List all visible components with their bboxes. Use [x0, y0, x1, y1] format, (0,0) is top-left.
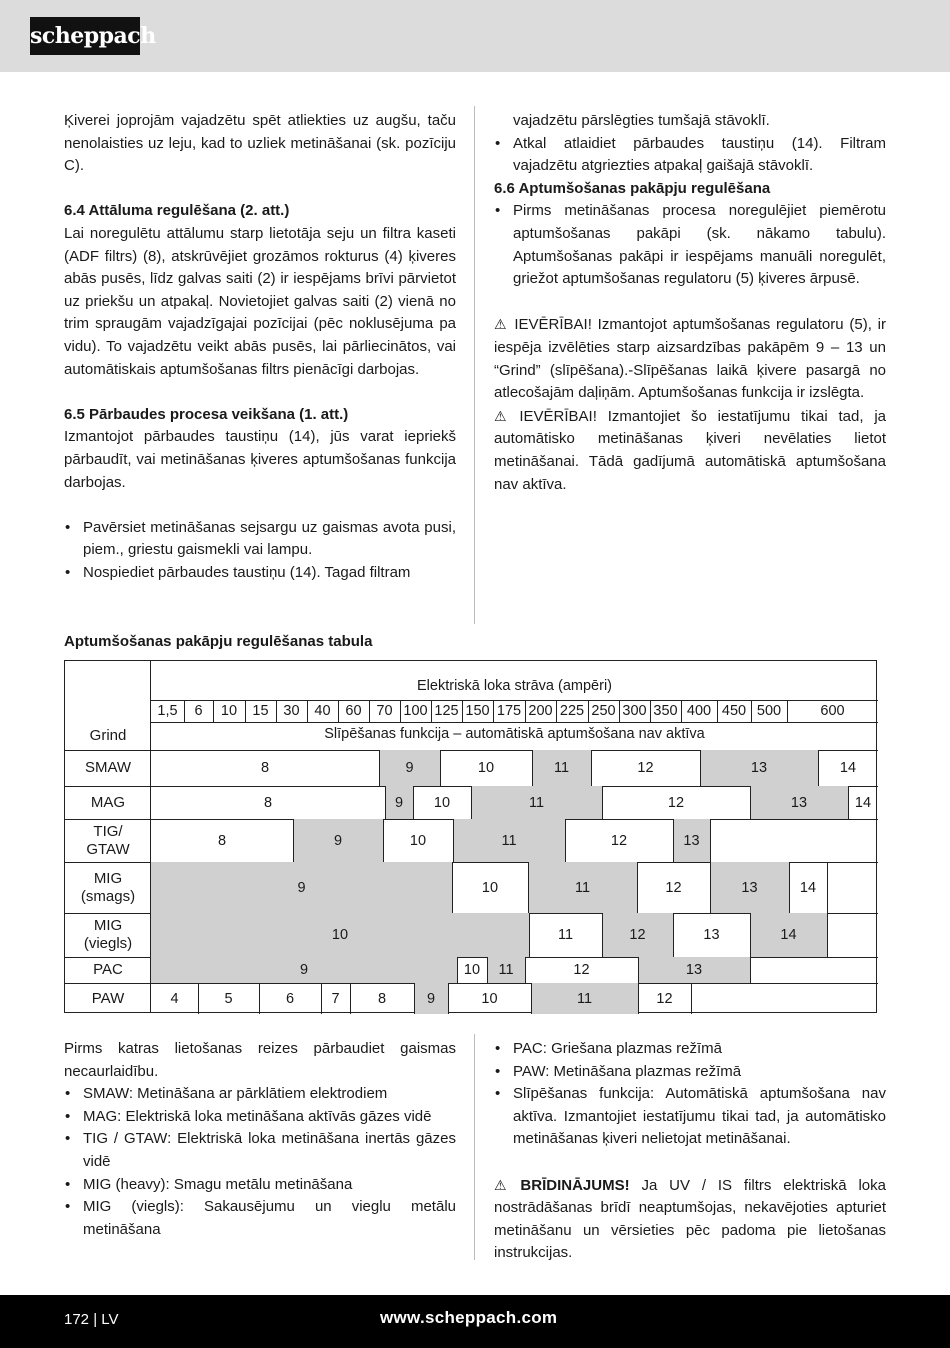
current-value-cell: 225 [559, 703, 585, 719]
current-value-cell: 600 [820, 703, 845, 719]
grid-line [369, 700, 370, 722]
process-bullets-2 [494, 1038, 886, 1151]
shade-cell: 11 [487, 957, 525, 983]
row-label-grind: Grind [89, 727, 127, 744]
grid-line [400, 700, 401, 722]
shade-cell: 10 [477, 760, 495, 776]
shade-cell: 12 [602, 913, 673, 957]
grid-line [448, 983, 449, 1014]
grid-line [383, 819, 384, 862]
grind-text: Slīpēšanas funkcija – automātiskā aptumšošana nav aktīva [324, 726, 705, 742]
current-value-cell: 150 [465, 703, 490, 719]
row-label: MIG (viegls) [83, 917, 133, 952]
grid-line [259, 983, 260, 1014]
right-column [494, 110, 886, 496]
grid-line [750, 957, 751, 983]
light-check-text: Pirms katras lietošanas reizes pārbaudiet gaismas necaurlaidību. [64, 1040, 456, 1080]
shade-cell: 11 [453, 819, 565, 862]
current-value-cell: 350 [653, 703, 678, 719]
shade-cell: 14 [839, 760, 857, 776]
shade-cell: 14 [799, 879, 817, 896]
warning-icon: ⚠ [494, 1176, 507, 1193]
attention-note-2-text: IEVĒRĪBAI! Izmantojiet šo iestatījumu tikai tad, ja automātisko metināšanas ķiveri nevēlaties lietot metināšanai. Tādā gadījumā automātiskā aptumšošana nav aktīva. [494, 407, 886, 493]
shade-cell: 12 [637, 760, 654, 776]
grid-line [379, 750, 380, 786]
grid-line [151, 700, 878, 701]
grid-line [710, 819, 711, 862]
grid-line [151, 722, 878, 723]
current-value-cell: 400 [686, 703, 712, 719]
attention-note-1-text: IEVĒRĪBAI! Izmantojot aptumšošanas regulatoru (5), ir iespēja izvēlēties starp aizsardzības pakāpēm 9 – 13 un “Grind” (slīpēšana).-Slīpēšanas laikā ķivere pasargā no atlecošajām daļiņām. Aptumšošanas funkcija ir izslēgta. [494, 316, 886, 402]
grid-line [493, 700, 494, 722]
grid-line [184, 700, 185, 722]
row-label: PAC [93, 961, 123, 978]
column-divider [474, 106, 475, 624]
grid-line [750, 913, 751, 957]
shade-cell: 9 [379, 750, 440, 786]
shade-cell: 14 [854, 794, 872, 811]
shade-cell: 8 [260, 760, 270, 776]
grid-line [431, 700, 432, 722]
grid-line [198, 983, 199, 1014]
current-value-cell: 10 [220, 703, 238, 719]
grid-line [673, 913, 674, 957]
row-label: TIG/ GTAW [86, 822, 130, 858]
grid-line [471, 786, 472, 819]
grid-line [717, 700, 718, 722]
grid-line [602, 786, 603, 819]
shade-cell: 13 [673, 819, 710, 862]
grid-line [453, 819, 454, 862]
grid-line [440, 750, 441, 786]
shade-cell: 10 [463, 962, 481, 978]
current-value-cell: 450 [721, 703, 747, 719]
shade-cell: 8 [263, 794, 273, 811]
shade-cell: 9 [414, 983, 448, 1014]
shade-cell: 13 [750, 786, 848, 819]
shade-cell: 11 [528, 862, 637, 913]
helmet-intro-text: Ķiverei joprojām vajadzētu spēt atliekties uz augšu, taču nenolaisties uz leju, kad to uzliek metināšanai (sk. pozīciju C). [64, 112, 456, 175]
grid-line [591, 750, 592, 786]
bottom-right-column [494, 1038, 886, 1265]
current-value-cell: 200 [528, 703, 553, 719]
grid-line [751, 700, 752, 722]
shade-cell: 10 [151, 913, 529, 957]
grid-line [307, 700, 308, 722]
current-value-cell: 175 [496, 703, 522, 719]
shade-cell: 10 [481, 879, 499, 896]
grid-line [787, 700, 788, 722]
shade-cell: 11 [531, 983, 638, 1014]
current-value-cell: 125 [434, 703, 459, 719]
grid-line [848, 786, 849, 819]
scheppach-logo: scheppach [30, 17, 140, 55]
list-item: • Atkal atlaidiet pārbaudes taustiņu (14). Filtram vajadzētu atgriezties atpakaļ gaišajā stāvoklī. [494, 133, 886, 178]
current-value-cell: 30 [283, 703, 300, 719]
grid-line [700, 750, 701, 786]
grid-line [602, 913, 603, 957]
grid-line [321, 983, 322, 1014]
grid-line [531, 983, 532, 1014]
grid-line [650, 700, 651, 722]
current-value-cell: 1,5 [157, 703, 178, 719]
website-link[interactable]: www.scheppach.com [380, 1308, 558, 1327]
page-header [0, 0, 950, 72]
shade-cell: 12 [573, 962, 590, 978]
column-divider [474, 1034, 475, 1260]
current-value-cell: 40 [314, 703, 331, 719]
grid-line [710, 862, 711, 913]
warning-text: Ja UV / IS filtrs elektriskā loka nostrādāšanas brīdī neaptumšojas, nekavējoties apturiet metināšanu un vērsieties pēc padoma pie lietošanas instrukcijas. [494, 1176, 886, 1262]
current-value-cell: 500 [756, 703, 782, 719]
grid-line [525, 700, 526, 722]
list-item: • MIG (heavy): Smagu metālu metināšana [64, 1174, 456, 1197]
shade-cell: 13 [710, 862, 789, 913]
grid-line [673, 819, 674, 862]
list-item: • PAC: Griešana plazmas režīmā [494, 1038, 886, 1061]
shade-cell: 7 [331, 990, 340, 1007]
grid-line [413, 786, 414, 819]
list-item: • Pirms metināšanas procesa noregulējiet piemērotu aptumšošanas pakāpi (sk. nākamo tabulu). Aptumšošanas pakāpi ir iespējams manuāli noregulēt, griežot aptumšošanas regulatoru (5) ķiveres ārpusē. [494, 200, 886, 290]
shade-cell: 9 [385, 786, 413, 819]
grid-line [638, 983, 639, 1014]
current-value-cell: 70 [376, 703, 393, 719]
shade-cell: 13 [638, 957, 750, 983]
grid-line [556, 700, 557, 722]
grid-line [529, 913, 530, 957]
grid-line [750, 786, 751, 819]
current-value-cell: 250 [591, 703, 616, 719]
grid-line [681, 700, 682, 722]
grid-line [414, 983, 415, 1014]
shade-cell: 14 [750, 913, 827, 957]
current-value-cell: 60 [345, 703, 362, 719]
shade-cell: 11 [471, 786, 602, 819]
shade-cell: 9 [151, 957, 457, 983]
grid-line [487, 957, 488, 983]
warning-note [494, 1174, 886, 1265]
section-6-6-heading: 6.6 Aptumšošanas pakāpju regulēšana [494, 179, 771, 197]
bottom-left-column [64, 1038, 456, 1241]
shade-cell: 8 [217, 832, 227, 849]
list-item: • Slīpēšanas funkcija: Automātiskā aptumšošana nav aktīva. Izmantojiet iestatījumu tikai tad, ja automātisko metināšanas ķiveri nelietojat metināšanai. [494, 1083, 886, 1151]
section-6-4-heading: 6.4 Attāluma regulēšana (2. att.) [64, 202, 290, 220]
shade-cell: 9 [293, 819, 383, 862]
continued-bullets [494, 133, 886, 178]
grid-line [338, 700, 339, 722]
grid-line [818, 750, 819, 786]
row-label: MIG (smags) [80, 869, 136, 905]
grid-line [452, 862, 453, 913]
grid-line [827, 862, 828, 913]
table-title: Aptumšošanas pakāpju regulēšanas tabula [64, 633, 373, 650]
row-label: SMAW [84, 759, 132, 776]
shade-table [64, 660, 877, 1013]
section-6-5-body: Izmantojot pārbaudes taustiņu (14), jūs varat iepriekš pārbaudīt, vai metināšanas ķiveres aptumšošanas funkcija darbojas. [64, 428, 456, 491]
grid-line [691, 983, 692, 1014]
section-6-4-body: Lai noregulētu attālumu starp lietotāja seju un filtra kaseti (ADF filtrs) (8), atskrūvējiet grozāmos rokturus (4) ķiveres abās pusēs, līdz galvas saiti (2) ir iespējams brīvi pārvietot uz priekšu un atpakaļ. Novietojiet galvas saiti (2) vienā no trim spraugām vajadzīgajai pozīcijai (pēc noklusējuma pa vidu). To vajadzētu veikt abās pusēs, lai pārliecinātos, vai automātiskais aptumšošanas filtrs pienācīgi darbojas. [64, 224, 456, 378]
shade-cell: 6 [285, 990, 295, 1007]
list-item: • MIG (viegls): Sakausējumu un vieglu metālu metināšana [64, 1196, 456, 1241]
section-6-5-heading: 6.5 Pārbaudes procesa veikšana (1. att.) [64, 405, 349, 423]
shade-cell: 9 [151, 862, 452, 913]
attention-note-1 [494, 313, 886, 404]
grid-line [245, 700, 246, 722]
list-item: • TIG / GTAW: Elektriskā loka metināšana inertās gāzes vidē [64, 1128, 456, 1173]
page-number: 172 | LV [64, 1311, 119, 1328]
row-label: PAW [91, 989, 125, 1007]
page-footer [0, 1295, 950, 1348]
grid-line [565, 819, 566, 862]
shade-cell: 8 [377, 990, 387, 1007]
grid-line [276, 700, 277, 722]
list-item: • Pavērsiet metināšanas sejsargu uz gaismas avota pusi, piem., griestu gaismekli vai lampu. [64, 517, 456, 562]
grid-line [827, 913, 828, 957]
shade-cell: 11 [532, 750, 591, 786]
section-6-5-bullets [64, 517, 456, 585]
shade-cell: 12 [610, 832, 628, 849]
warning-icon: ⚠ [494, 316, 507, 333]
shade-cell: 5 [224, 990, 233, 1007]
left-column [64, 110, 456, 584]
shade-cell: 4 [170, 990, 179, 1007]
current-value-cell: 6 [194, 703, 203, 719]
grid-line [457, 957, 458, 983]
shade-cell: 13 [700, 750, 818, 786]
grid-line [638, 957, 639, 983]
list-item: • Nospiediet pārbaudes taustiņu (14). Tagad filtram [64, 562, 456, 585]
grid-line [637, 862, 638, 913]
grid-line [385, 786, 386, 819]
grid-line [293, 819, 294, 862]
attention-note-2 [494, 405, 886, 496]
list-item: • SMAW: Metināšana ar pārklātiem elektrodiem [64, 1083, 456, 1106]
grid-line [588, 700, 589, 722]
shade-cell: 12 [665, 879, 682, 896]
grid-line [528, 862, 529, 913]
list-item: • PAW: Metināšana plazmas režīmā [494, 1061, 886, 1084]
grid-line [532, 750, 533, 786]
current-value-cell: 15 [252, 703, 269, 719]
section-6-6-bullets [494, 200, 886, 290]
process-bullets [64, 1083, 456, 1241]
continued-text: vajadzētu pārslēgties tumšajā stāvoklī. [513, 112, 770, 129]
current-header: Elektriskā loka strāva (ampēri) [417, 678, 612, 694]
grid-line [619, 700, 620, 722]
shade-cell: 12 [667, 794, 685, 811]
warning-label: BRĪDINĀJUMS! [508, 1176, 630, 1194]
grid-line [350, 983, 351, 1014]
shade-cell: 10 [481, 990, 498, 1007]
row-label: MAG [90, 793, 126, 811]
shade-cell: 10 [433, 794, 451, 811]
grid-line [525, 957, 526, 983]
shade-cell: 13 [703, 927, 720, 943]
list-item: • MAG: Elektriskā loka metināšana aktīvās gāzes vidē [64, 1106, 456, 1129]
warning-icon: ⚠ [494, 407, 507, 424]
current-value-cell: 300 [622, 703, 647, 719]
grid-line [462, 700, 463, 722]
shade-cell: 12 [656, 990, 673, 1007]
grid-line [213, 700, 214, 722]
current-value-cell: 100 [403, 703, 428, 719]
shade-cell: 10 [409, 832, 427, 849]
shade-cell: 11 [557, 927, 574, 943]
grid-line [789, 862, 790, 913]
